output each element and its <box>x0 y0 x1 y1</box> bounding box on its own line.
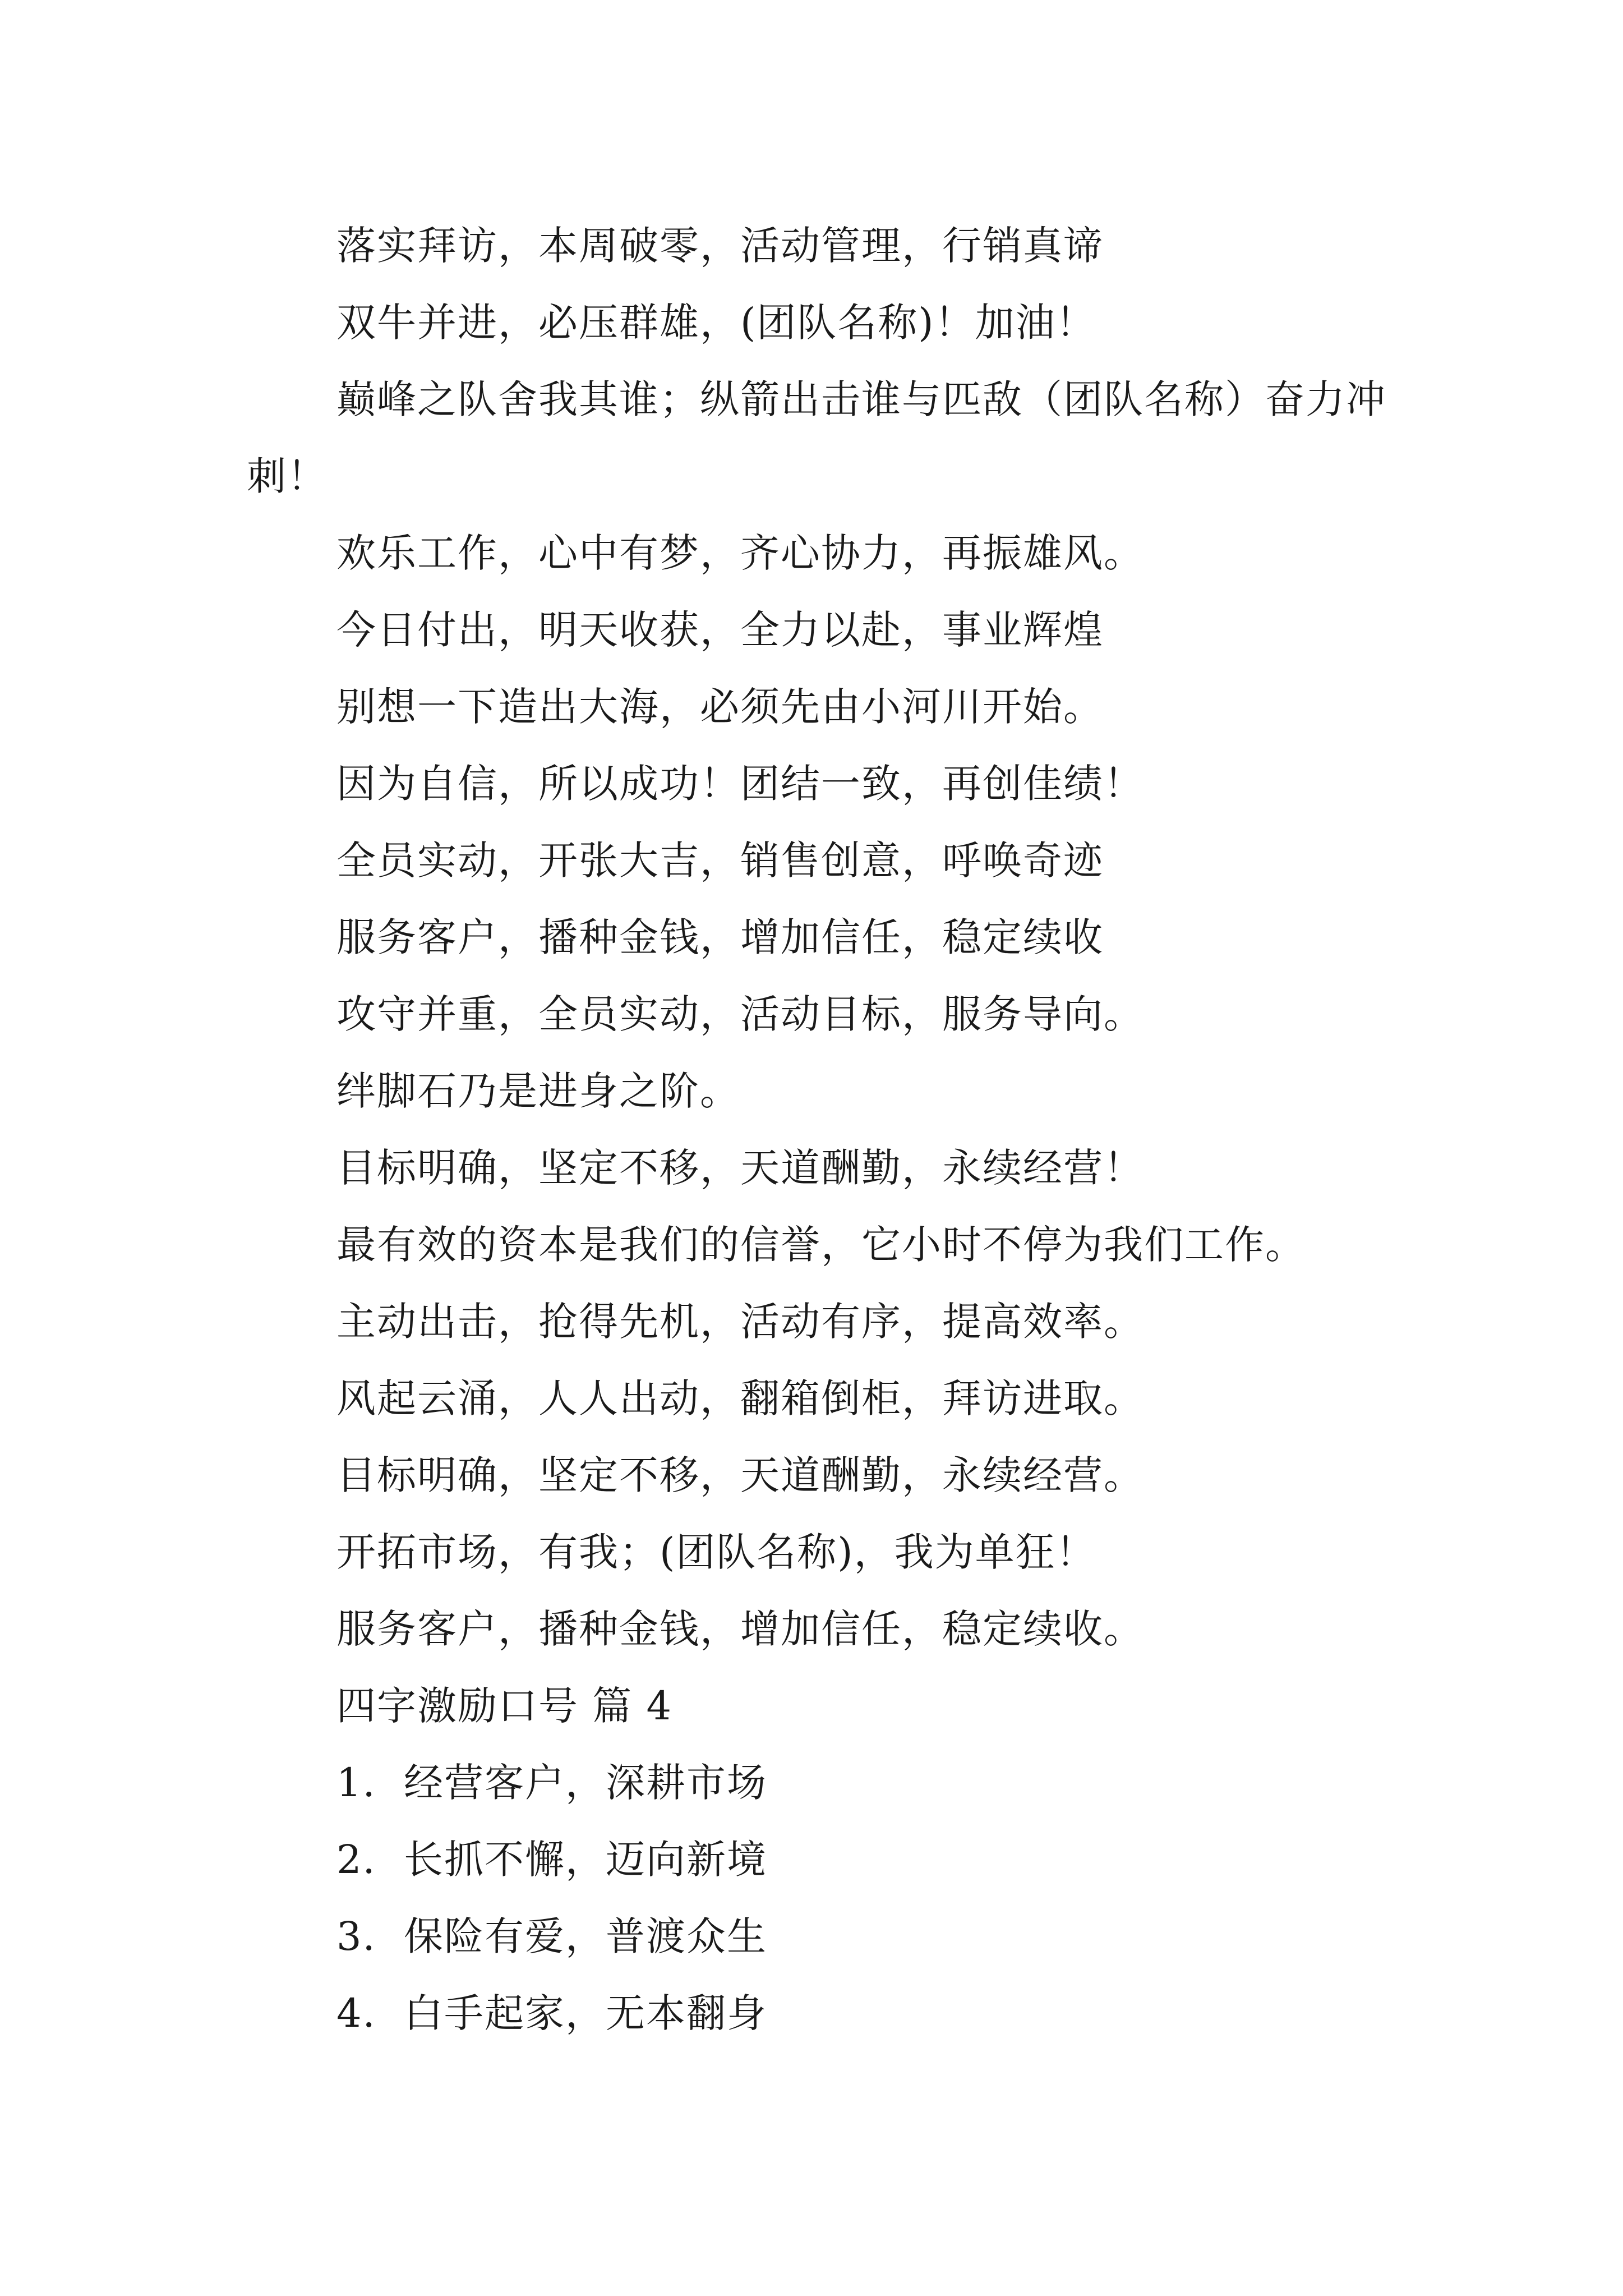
section-heading: 四字激励口号 篇 4 <box>336 1683 673 1729</box>
slogan-line: 因为自信，所以成功！团结一致，再创佳绩！ <box>336 761 1144 807</box>
list-item-text: 白手起家，无本翻身 <box>404 1990 767 2036</box>
slogan-line: 目标明确，坚定不移，天道酬勤，永续经营。 <box>336 1452 1144 1498</box>
slogan-line-wrapped: 巅峰之队舍我其谁；纵箭出击谁与匹敌（团队名称）奋力冲刺！ <box>247 376 1386 499</box>
list-item-text: 长抓不懈，迈向新境 <box>404 1837 767 1883</box>
slogan-line: 攻守并重，全员实动，活动目标，服务导向。 <box>336 991 1144 1037</box>
slogan-line: 主动出击，抢得先机，活动有序，提高效率。 <box>336 1299 1144 1345</box>
document-body <box>247 208 1391 2052</box>
slogan-line: 落实拜访，本周破零，活动管理，行销真谛 <box>336 223 1104 269</box>
slogan-line: 目标明确，坚定不移，天道酬勤，永续经营！ <box>336 1145 1144 1191</box>
slogan-line: 开拓市场，有我；(团队名称)，我为单狂！ <box>336 1529 1096 1575</box>
slogan-line: 最有效的资本是我们的信誉，它小时不停为我们工作。 <box>336 1222 1306 1268</box>
slogan-line: 风起云涌，人人出动，翻箱倒柜，拜访进取。 <box>336 1375 1144 1421</box>
list-item-number: 2. <box>336 1837 376 1883</box>
list-item-number: 3. <box>336 1913 376 1959</box>
slogan-line: 服务客户，播种金钱，增加信任，稳定续收。 <box>336 1606 1144 1652</box>
slogan-line: 绊脚石乃是进身之阶。 <box>336 1068 740 1114</box>
slogan-line: 欢乐工作，心中有梦，齐心协力，再振雄风。 <box>336 530 1144 576</box>
slogan-line: 今日付出，明天收获，全力以赴，事业辉煌 <box>336 607 1104 653</box>
list-item-text: 经营客户，深耕市场 <box>404 1760 767 1806</box>
slogan-line: 全员实动，开张大吉，销售创意，呼唤奇迹 <box>336 838 1104 884</box>
slogan-line: 双牛并进，必压群雄，(团队名称)！加油！ <box>336 300 1096 346</box>
list-item-text: 保险有爱，普渡众生 <box>404 1913 767 1959</box>
slogan-line: 服务客户，播种金钱，增加信任，稳定续收 <box>336 914 1104 960</box>
list-item-number: 1. <box>336 1760 376 1806</box>
list-item <box>247 1975 1391 2052</box>
list-item <box>247 1821 1391 1898</box>
list-item <box>247 1745 1391 1821</box>
list-item-number: 4. <box>336 1990 376 2036</box>
slogan-line: 别想一下造出大海，必须先由小河川开始。 <box>336 684 1104 730</box>
list-item <box>247 1898 1391 1975</box>
